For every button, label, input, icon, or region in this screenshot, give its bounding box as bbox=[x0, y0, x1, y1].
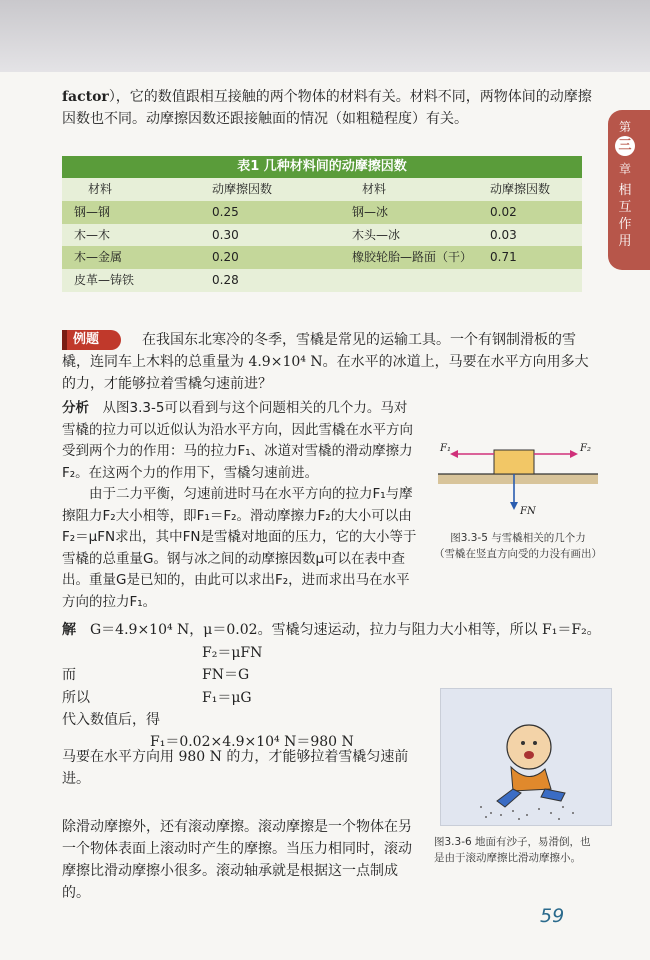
analysis-paragraph-2: 由于二力平衡，匀速前进时马在水平方向的拉力F₁与摩擦阻力F₂大小相等，即F₁＝F₂。滑动摩擦力F₂的大小可以由F₂＝μFN求出，其中FN是雪橇对地面的压力，它的大小等于雪橇的总重量G。钢与冰之间的动摩擦因数μ可以在表中查出。重量G是已知的，由此可以求出F₂，进而求出马在水平方向的拉力F₁。 bbox=[62, 486, 417, 610]
sled-block bbox=[494, 450, 534, 474]
force-diagram bbox=[428, 430, 608, 530]
table-cell: 0.02 bbox=[490, 204, 517, 219]
solution-line bbox=[62, 619, 602, 641]
page-number: 59 bbox=[540, 905, 565, 927]
table-header-row bbox=[62, 178, 582, 201]
table-cell: 木头—冰 bbox=[352, 227, 401, 242]
table-row bbox=[62, 201, 582, 224]
so-label: 所以 bbox=[62, 690, 90, 706]
solution-conclusion: 马要在水平方向用 980 N 的力，才能够拉着雪橇匀速前进。 bbox=[62, 749, 409, 787]
table-row bbox=[62, 224, 582, 247]
solution-label: 解 bbox=[62, 622, 76, 638]
intro-paragraph bbox=[62, 86, 592, 130]
equation: F₁＝μG bbox=[202, 690, 252, 706]
cartoon-figure-icon bbox=[441, 689, 611, 825]
table-header-cell: 动摩擦因数 bbox=[490, 182, 551, 196]
chapter-tab bbox=[608, 110, 650, 270]
equation: FN＝G bbox=[202, 667, 250, 683]
table-cell: 0.71 bbox=[490, 250, 517, 265]
analysis-paragraph-1 bbox=[62, 398, 418, 484]
table-cell: 钢—冰 bbox=[352, 204, 389, 219]
chapter-prefix: 第 bbox=[618, 120, 631, 134]
f1-arrowhead bbox=[450, 450, 458, 458]
rolling-friction-paragraph: 除滑动摩擦外，还有滚动摩擦。滚动摩擦是一个物体在另一个物体表面上滚动时产生的摩擦。当压力相同时，滚动摩擦比滑动摩擦小很多。滚动轴承就是根据这一点制成的。 bbox=[62, 819, 412, 901]
f1-label: F₁ bbox=[440, 443, 451, 454]
f2-arrowhead bbox=[570, 450, 578, 458]
figure-caption-3-3-5 bbox=[428, 530, 608, 562]
table-cell: 0.03 bbox=[490, 227, 517, 242]
and-label: 而 bbox=[62, 667, 76, 683]
example-badge: 例题 bbox=[62, 330, 121, 350]
table-cell: 0.30 bbox=[212, 227, 239, 242]
table-header-cell: 材料 bbox=[362, 182, 387, 196]
table-header-cell: 材料 bbox=[88, 182, 113, 196]
table-cell: 0.20 bbox=[212, 250, 239, 265]
analysis-label: 分析 bbox=[62, 400, 89, 416]
chapter-suffix: 章 bbox=[618, 162, 631, 176]
table-title: 表1 几种材料间的动摩擦因数 bbox=[62, 156, 582, 178]
example-text: 在我国东北寒冷的冬季，雪橇是常见的运输工具。一个有钢制滑板的雪橇，连同车上木料的总重量为 4.9×10⁴ N。在水平的冰道上，马要在水平方向用多大的力，才能够拉着雪橇匀速前进？ bbox=[62, 332, 589, 392]
caption-line: 图3.3-6 地面有沙子，易滑倒，也 bbox=[434, 836, 591, 848]
table-cell: 0.25 bbox=[212, 204, 239, 219]
page-header-band bbox=[0, 0, 650, 72]
table-cell: 皮革—铸铁 bbox=[74, 273, 135, 288]
table-cell: 0.28 bbox=[212, 273, 239, 288]
chapter-number: 三 bbox=[615, 136, 635, 156]
friction-table bbox=[62, 156, 582, 292]
table-row bbox=[62, 246, 582, 269]
table-cell: 橡胶轮胎—路面（干） bbox=[352, 250, 473, 265]
equation: F₁＝0.02×4.9×10⁴ N＝980 N bbox=[150, 734, 354, 750]
table-cell: 木—金属 bbox=[74, 250, 123, 265]
substitute-text: 代入数值后，得 bbox=[62, 712, 160, 728]
slipping-person-illustration bbox=[440, 688, 612, 826]
ground-surface bbox=[438, 474, 598, 484]
chapter-title: 相互作用 bbox=[618, 183, 632, 249]
solution-givens: G＝4.9×10⁴ N，μ＝0.02。雪橇匀速运动，拉力与阻力大小相等，所以 F₁＝F₂。 bbox=[90, 622, 601, 638]
intro-bold-term: factor bbox=[62, 89, 109, 105]
caption-line: （雪橇在竖直方向受的力没有画出） bbox=[434, 548, 602, 560]
caption-line: 图3.3-5 与雪橇相关的几个力 bbox=[450, 532, 586, 544]
figure-caption-3-3-6 bbox=[434, 834, 604, 866]
equation: F₂＝μFN bbox=[202, 645, 263, 661]
table-cell: 钢—钢 bbox=[74, 204, 111, 219]
table-header-cell: 动摩擦因数 bbox=[212, 182, 273, 196]
table-row bbox=[62, 269, 582, 292]
table-cell: 木—木 bbox=[74, 227, 111, 242]
f2-label: F₂ bbox=[580, 443, 591, 454]
intro-text: ），它的数值跟相互接触的两个物体的材料有关。材料不同，两物体间的动摩擦因数也不同。动摩擦因数还跟接触面的情况（如粗糙程度）有关。 bbox=[62, 89, 592, 127]
fn-label: FN bbox=[520, 506, 536, 517]
fn-arrowhead bbox=[510, 502, 518, 510]
caption-line: 是由于滚动摩擦比滑动摩擦小。 bbox=[434, 852, 581, 864]
analysis-text-1: 从图3.3-5可以看到与这个问题相关的几个力。马对雪橇的拉力可以近似认为沿水平方向，因此雪橇在水平方向受到两个力的作用：马的拉力F₁、冰道对雪橇的滑动摩擦力F₂。在这两个力的作用下，雪橇匀速前进。 bbox=[62, 400, 413, 481]
